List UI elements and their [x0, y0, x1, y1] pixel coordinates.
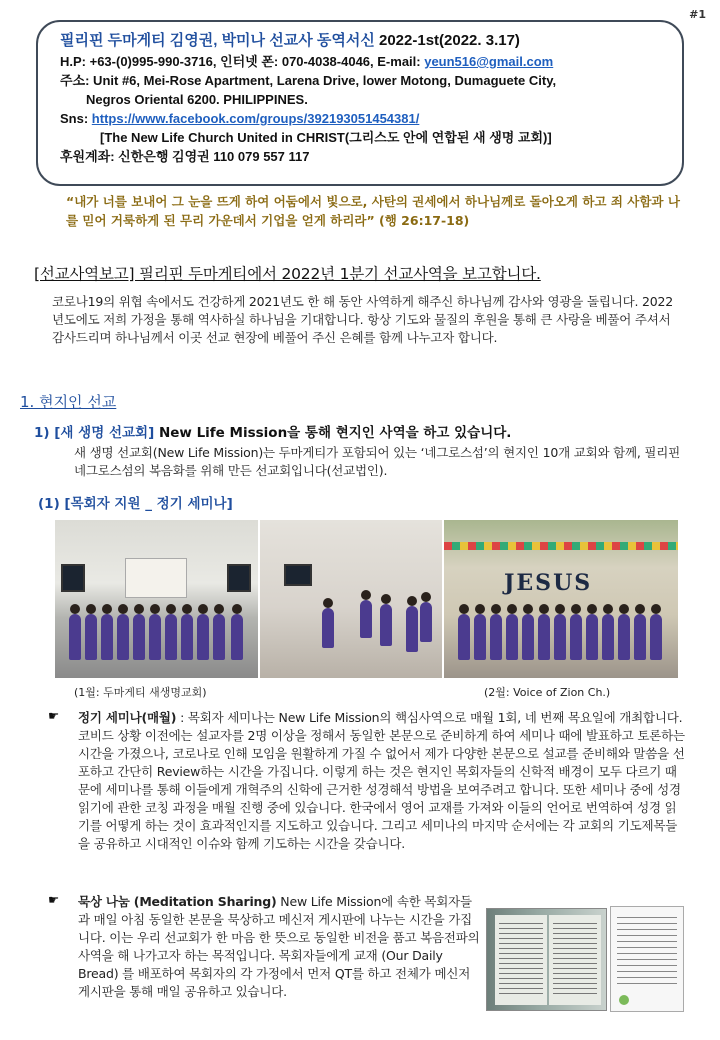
page-number: #1: [689, 8, 706, 21]
seminar-paragraph: [78, 709, 686, 853]
address-line-1: 주소: Unit #6, Mei-Rose Apartment, Larena Drive, lower Motong, Dumaguete City,: [60, 73, 557, 88]
meditation-title-tail: New Life Mission에 속한: [276, 894, 421, 909]
seminar-banner: [125, 558, 187, 598]
photo-caption-january: (1월: 두마게티 새생명교회): [74, 686, 207, 699]
sns-line: [60, 109, 668, 128]
phone-text: H.P: +63-(0)995-990-3716, 인터넷 폰: 070-4038-4046, E-mail:: [60, 54, 425, 69]
header-box: [36, 20, 684, 186]
photo-voice-of-zion: [444, 520, 678, 678]
meditation-paragraph: [78, 893, 480, 1001]
subsection-heading-new-life-mission: [34, 421, 511, 441]
photo-daily-bread-book: [486, 908, 607, 1011]
speaker-left: [61, 564, 85, 592]
sns-label: Sns:: [60, 111, 92, 126]
contact-line: [60, 52, 668, 71]
newsletter-date: 2022-1st(2022. 3.17): [378, 32, 520, 49]
photo-messenger-board: [610, 906, 684, 1012]
speaker-right: [227, 564, 251, 592]
pointing-hand-icon: ☛: [48, 892, 60, 907]
meditation-title: 묵상 나눔 (Meditation Sharing): [78, 894, 277, 909]
sns-church-name: [The New Life Church United in CHRIST(그리스도 안에 연합된 새 생명 교회)]: [100, 130, 552, 145]
bible-verse: “내가 너를 보내어 그 눈을 뜨게 하여 어둠에서 빛으로, 사탄의 권세에서 하나님께로 돌아오게 하고 죄 사함과 나를 믿어 거룩하게 된 무리 가운데서 기업을 얻게 하리라” (행 26:17-18): [66, 194, 680, 228]
mission-description: 새 생명 선교회(New Life Mission)는 두마게티가 포함되어 있는 ‘네그로스섬’의 현지인 10개 교회와 함께, 필리핀 네그로스섬의 복음화를 위해 만든 선교회입니다(선교법인).: [74, 445, 681, 478]
intro-paragraph: 코로나19의 위협 속에서도 건강하게 2021년도 한 해 동안 사역하게 해주신 하나님께 감사와 영광을 돌립니다. 2022년도에도 저희 가정을 통해 역사하실 하나님을 기대합니다. 항상 기도와 물질의 후원을 통해 큰 사랑을 베풀어 주셔서 감사드리며 하나님께서 이곳 선교 현장에 베풀어 주신 은혜를 함께 나누고자 합니다.: [52, 294, 674, 345]
wall-tv: [284, 564, 312, 586]
photo-january-seminar: [55, 520, 258, 678]
address-line-2: Negros Oriental 6200. PHILIPPINES.: [86, 92, 308, 107]
jesus-sign: JESUS: [504, 570, 593, 596]
seminar-bullet-marker: [48, 708, 59, 723]
support-account: 후원계좌: 신한은행 김영권 110 079 557 117: [60, 149, 310, 164]
pointing-hand-icon: ☛: [48, 708, 60, 723]
section-heading-local-mission: 1. 현지인 선교: [20, 393, 117, 411]
newsletter-title: [60, 30, 668, 52]
email-link[interactable]: yeun516@gmail.com: [424, 54, 554, 69]
subsection-title: New Life Mission을 통해 현지인 사역을 하고 있습니다.: [158, 425, 512, 441]
meditation-bullet-marker: [48, 892, 59, 907]
bunting-decoration: [444, 542, 678, 550]
pastor-support-heading: (1) [목회자 지원 _ 정기 세미나]: [38, 496, 233, 512]
meditation-text: 목회자들과 매일 아침 동일한 본문을 묵상하고 메신저 게시판에 나누는 시간을 가집니다. 이는 우리 선교회가 한 마음 한 뜻으로 동일한 비전을 품고 복음전파의 사역을 해 나가고자 하는 목적입니다. 목회자들에게 교재 (Our Daily Bread) 를 배포하여 목회자의 각 가정에서 먼저 QT를 하고 전체가 메신저 게시판을 통해 매일 공유하고 있습니다.: [78, 894, 480, 999]
report-title: [선교사역보고] 필리핀 두마게티에서 2022년 1분기 선교사역을 보고합니다.: [34, 265, 541, 283]
photo-caption-february: (2월: Voice of Zion Ch.): [484, 686, 611, 699]
photo-worship-service: [260, 520, 442, 678]
seminar-title: 정기 세미나(매월): [78, 710, 177, 725]
subsection-label: 1) [새 생명 선교회]: [34, 425, 159, 441]
facebook-group-link[interactable]: https://www.facebook.com/groups/392193051454381/: [91, 111, 420, 126]
title-text: 필리핀 두마게티 김영권, 박미나 선교사 동역서신: [60, 32, 375, 49]
seminar-text: : 목회자 세미나는 New Life Mission의 핵심사역으로 매월 1회, 네 번째 목요일에 개최합니다. 코비드 상황 이전에는 설교자를 2명 이상을 정해서 동일한 본문으로 준비하게 하여 세미나 때에 발표하고 토론하는 시간을 가졌으나, 코로나로 인해 모임을 원활하게 가질 수 없어서 제가 다양한 본문으로 설교를 준비해와 말씀을 선포하고 간단히 Review하는 시간을 가집니다. 이렇게 하는 것은 현지인 목회자들의 신학적 배경이 모두 다르기 때문에 세미나를 통해 이들에게 개혁주의 신학에 근거한 성경해석 방법을 보여주려고 합니다. 또한 세미나 중에 성경 읽기에 관한 코칭 과정을 매월 진행 중에 있습니다. 한국에서 영어 교재를 가져와 이들의 언어로 번역하여 성경 읽기를 어떻게 하는 것이 효과적인지를 지도하고 있습니다. 그리고 세미나의 마지막 순서에는 각 교회의 기도제목들을 공유하고 시대적인 이슈와 함께 기도하는 시간을 갖습니다.: [78, 710, 685, 851]
